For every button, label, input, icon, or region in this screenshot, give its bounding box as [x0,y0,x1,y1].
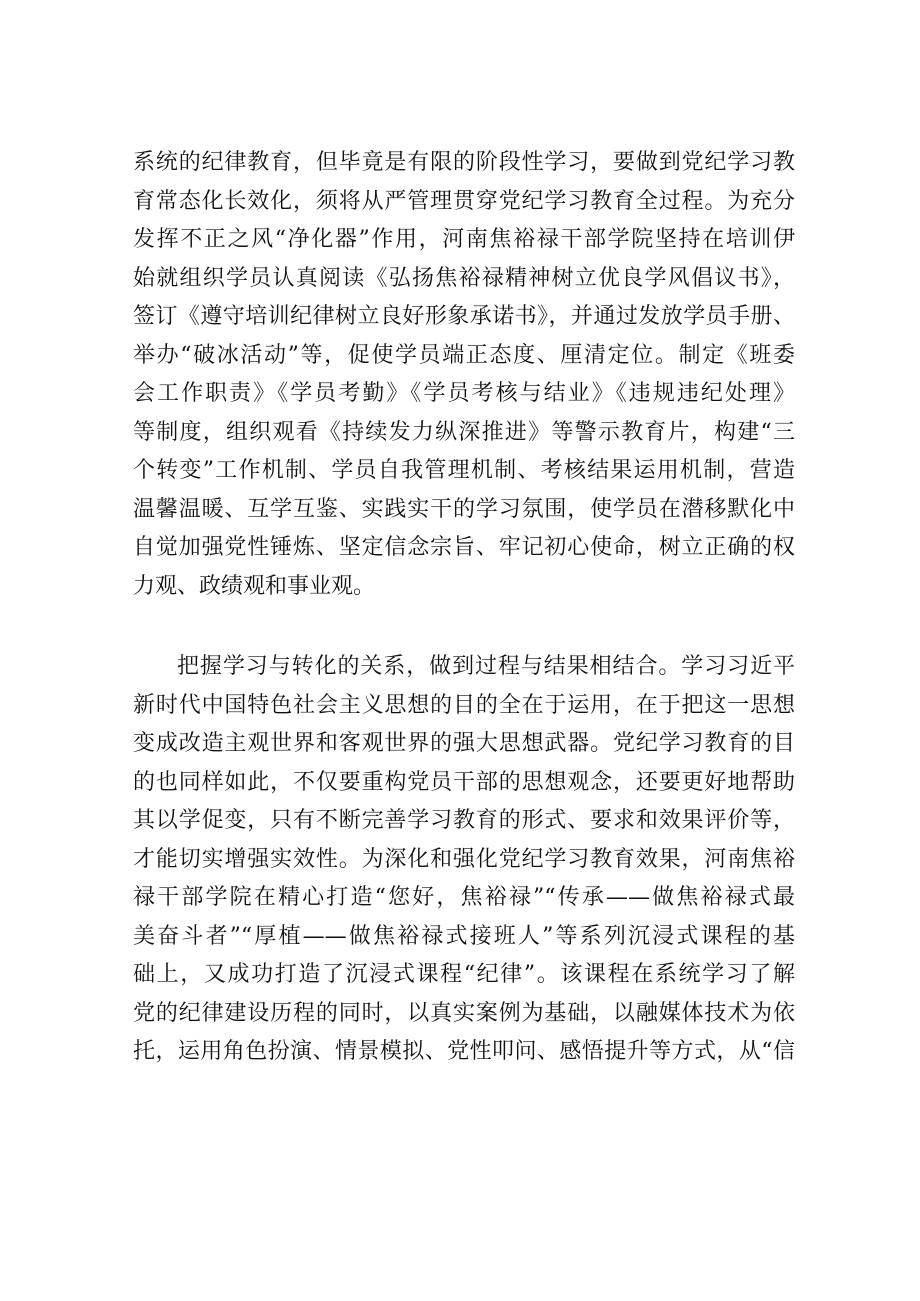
paragraph-line: 温馨温暖、互学互鉴、实践实干的学习氛围，使学员在潜移默化中 [133,496,795,522]
paragraph-line: 会工作职责》《学员考勤》《学员考核与结业》《违规违纪处理》 [133,381,795,406]
paragraph-line: 新时代中国特色社会主义思想的目的全在于运用，在于把这一思想 [133,692,795,718]
paragraph-line: 的也同样如此，不仅要重构党员干部的思想观念，还要更好地帮助 [133,769,795,795]
paragraph-line: 签订《遵守培训纪律树立良好形象承诺书》，并通过发放学员手册、 [133,304,795,329]
paragraph-line: 托，运用角色扮演、情景模拟、党性叩问、感悟提升等方式，从“信 [133,1039,795,1064]
paragraph-line: 美奋斗者”“厚植——做焦裕禄式接班人”等系列沉浸式课程的基 [133,923,795,949]
paragraph-line: 个转变”工作机制、学员自我管理机制、考核结果运用机制，营造 [133,458,795,483]
paragraph-line: 其以学促变，只有不断完善学习教育的形式、要求和效果评价等， [133,808,795,833]
paragraph-line: 把握学习与转化的关系，做到过程与结果相结合。学习习近平 [177,654,795,679]
paragraph-line: 才能切实增强实效性。为深化和强化党纪学习教育效果，河南焦裕 [133,846,795,872]
paragraph-line: 育常态化长效化，须将从严管理贯穿党纪学习教育全过程。为充分 [133,188,795,214]
paragraph-line: 党的纪律建设历程的同时，以真实案例为基础，以融媒体技术为依 [133,1000,795,1026]
paragraph-discipline-management [133,144,795,606]
paragraph-line: 变成改造主观世界和客观世界的强大思想武器。党纪学习教育的目 [133,731,795,756]
paragraph-line: 始就组织学员认真阅读《弘扬焦裕禄精神树立优良学风倡议书》， [133,265,795,291]
paragraph-line: 发挥不正之风“净化器”作用，河南焦裕禄干部学院坚持在培训伊 [133,227,795,252]
paragraph-line: 禄干部学院在精心打造“您好，焦裕禄”“传承——做焦裕禄式最 [133,885,795,910]
paragraph-line: 等制度，组织观看《持续发力纵深推进》等警示教育片，构建“三 [133,419,795,445]
paragraph-line: 力观、政绩观和事业观。 [133,573,376,599]
paragraph-line: 系统的纪律教育，但毕竟是有限的阶段性学习，要做到党纪学习教 [133,150,795,175]
paragraph-line: 自觉加强党性锤炼、坚定信念宗旨、牢记初心使命，树立正确的权 [133,535,795,560]
paragraph-line: 础上，又成功打造了沉浸式课程“纪律”。该课程在系统学习了解 [133,962,795,987]
paragraph-learning-transformation [133,648,795,1072]
paragraph-line: 举办“破冰活动”等，促使学员端正态度、厘清定位。制定《班委 [133,342,795,368]
